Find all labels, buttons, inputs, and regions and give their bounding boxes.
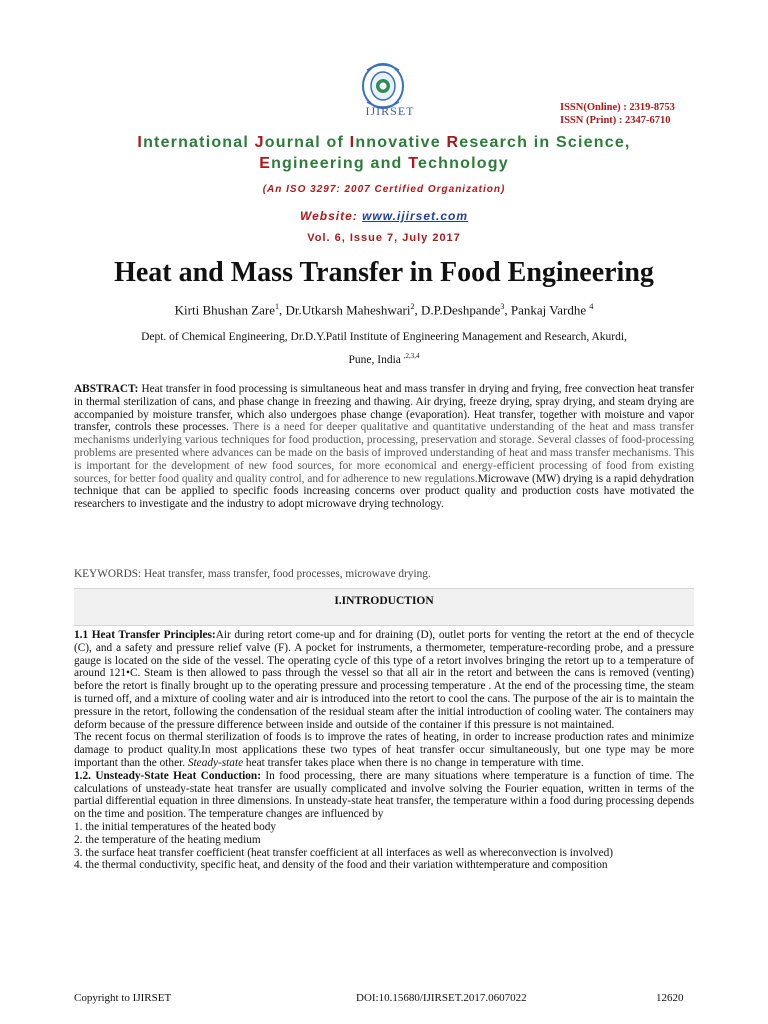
- author-list: [40, 302, 728, 318]
- journal-word-cap: I: [349, 134, 356, 151]
- issn-block: [560, 101, 675, 127]
- affiliation-line2: [60, 347, 708, 370]
- journal-word-rest: nternational: [143, 134, 255, 151]
- issn-online: ISSN(Online) : 2319-8753: [560, 102, 675, 113]
- abstract: [74, 383, 694, 511]
- subsection-heading: 1.2. Unsteady-State Heat Conduction:: [74, 769, 261, 782]
- subsection-heading: 1.1 Heat Transfer Principles:: [74, 629, 216, 641]
- journal-name: [60, 132, 708, 174]
- logo-text: IJIRSET: [365, 104, 415, 118]
- volume-issue: Vol. 6, Issue 7, July 2017: [307, 232, 461, 244]
- introduction-body: [74, 629, 694, 872]
- paragraph: [74, 770, 694, 821]
- paragraph-text: In food processing, there are many situations where temperature is a function of time. The calculations of unsteady-state heat transfer are usually complicated and involve solving the Fourier equation, written in terms of the partial differential equation in three dimensions. In unsteady-state heat transfer, the temperature within a food during processing depends on the time and position. The temperature changes are influenced by: [74, 769, 694, 821]
- footer-doi: DOI:10.15680/IJIRSET.2017.0607022: [356, 992, 527, 1004]
- iso-certification: (An ISO 3297: 2007 Certified Organization): [262, 184, 506, 195]
- journal-word-cap: E: [259, 155, 272, 172]
- journal-word-cap: J: [254, 134, 265, 151]
- journal-word-cap: I: [137, 134, 144, 151]
- paragraph-text: Air during retort come-up and for draining (D), outlet ports for venting the retort at the end of thecycle (C), and a safety and pressure relief valve (F). A pocket for instruments, a thermometer, temperature-recording probe, and a pressure gauge is located on the side of the vessel. The operating cycle of this type of a retort involves bringing the retort up to a temperature of around 121•C. Steam is then allowed to pass through the vessel so that all air in the retort and between the cans is removed (venting) before the retort is finally brought up to the operating pressure and processing temperature . At the end of the processing time, the steam is turned off, and a mixture of cooling water and air is introduced into the retort to cool the cans. The purpose of the air is to maintain the pressure in the retort, following the condensation of the residual steam after the initial introduction of cooling water. The containers may deform because of the pressure difference between inside and outside of the container if this pressure is not maintained.: [74, 629, 694, 731]
- paper-title: Heat and Mass Transfer in Food Engineering: [114, 257, 654, 288]
- footer-page-number: 12620: [656, 992, 684, 1004]
- journal-word-rest: esearch in Science,: [459, 134, 631, 151]
- section-title: I.INTRODUCTION: [334, 595, 434, 607]
- journal-name-line1: [60, 132, 708, 153]
- journal-word-rest: ournal of: [264, 134, 350, 151]
- author-affiliation-sup: 2: [410, 302, 415, 311]
- footer-copyright: Copyright to IJIRSET: [74, 992, 172, 1004]
- journal-name-line2: [60, 153, 708, 174]
- author-affiliation-sup: 3: [500, 302, 505, 311]
- journal-word-rest: nnovative: [355, 134, 447, 151]
- affiliation-sup: ,2,3,4: [403, 352, 420, 360]
- author-name: Dr.Utkarsh Maheshwari: [285, 302, 411, 318]
- keywords: KEYWORDS: Heat transfer, mass transfer, food processes, microwave drying.: [74, 568, 431, 580]
- journal-word-cap: R: [446, 134, 460, 151]
- affiliation: [60, 328, 708, 370]
- author-name: D.P.Deshpande: [420, 302, 501, 318]
- journal-word-rest: ngineering and: [271, 155, 409, 172]
- website-link[interactable]: www.ijirset.com: [362, 209, 469, 223]
- journal-word-cap: T: [408, 155, 418, 172]
- author-separator: ,: [504, 302, 511, 318]
- section-heading-box: [74, 588, 694, 626]
- author-affiliation-sup: 4: [589, 302, 594, 311]
- list-item: 2. the temperature of the heating medium: [74, 833, 261, 846]
- author-name: Pankaj Vardhe: [510, 302, 590, 318]
- paragraph-text: The recent focus on thermal sterilization of foods is to improve the rates of heating, in order to increase production rates and minimize damage to product quality.In most applications these two types of heat transfer occur simultaneously, but one type may be more important than the other.: [74, 731, 694, 769]
- list-item: 3. the surface heat transfer coefficient (heat transfer coefficient at all interfaces as well as whereconvection is involved): [74, 846, 614, 859]
- paragraph: [74, 629, 694, 731]
- author-name: Kirti Bhushan Zare: [174, 302, 276, 318]
- list-item: 4. the thermal conductivity, specific heat, and density of the food and their variation withtemperature and composition: [74, 859, 608, 872]
- italic-term: Steady-state: [187, 756, 244, 769]
- paragraph-text: heat transfer takes place when there is no change in temperature with time.: [243, 756, 584, 769]
- list-item: 1. the initial temperatures of the heated body: [74, 820, 277, 833]
- website-label: Website:: [299, 209, 363, 223]
- author-affiliation-sup: 1: [275, 302, 280, 311]
- abstract-text-part1: Heat transfer in food processing is simultaneous heat and mass transfer in drying and frying, free convection heat transfer in thermal sterilization of cans, and phase change in freezing and thawing. Air drying, freeze drying, spray drying, and steam drying are accompanied by moisture transfer, which also undergoes phase change (evaporation). Heat transfer, together with moisture and vapor transfer, controls these processes.: [74, 383, 694, 434]
- issn-print: ISSN (Print) : 2347-6710: [560, 115, 671, 126]
- abstract-text-part2: There is a need for deeper qualitative and quantitative understanding of the heat and mass transfer mechanisms underlying various techniques for food production, processing, preservation and storage. Several classes of food-processing problems are presented where advances can be made on the basis of improved understanding of heat and mass transfer mechanisms. This is important for the development of new food sources, for more economical and energy-efficient processing of food from existing sources, for better food quality and quality control, and for adherence to new regulations.: [74, 421, 694, 485]
- abstract-text-part3: Microwave (MW) drying is a rapid dehydration technique that can be applied to specific foods increasing concerns over product quality and production costs have motivated the researchers to investigate and the industry to adopt microwave drying technology.: [74, 472, 694, 511]
- paragraph: [74, 731, 694, 769]
- author-separator: ,: [414, 302, 421, 318]
- affiliation-line1: Dept. of Chemical Engineering, Dr.D.Y.Patil Institute of Engineering Management and Research, Akurdi,: [141, 331, 627, 343]
- abstract-label: ABSTRACT:: [74, 383, 139, 395]
- affiliation-city: Pune, India: [348, 353, 404, 366]
- author-separator: ,: [279, 302, 286, 318]
- journal-word-rest: echnology: [417, 155, 509, 172]
- website-line: [60, 209, 708, 223]
